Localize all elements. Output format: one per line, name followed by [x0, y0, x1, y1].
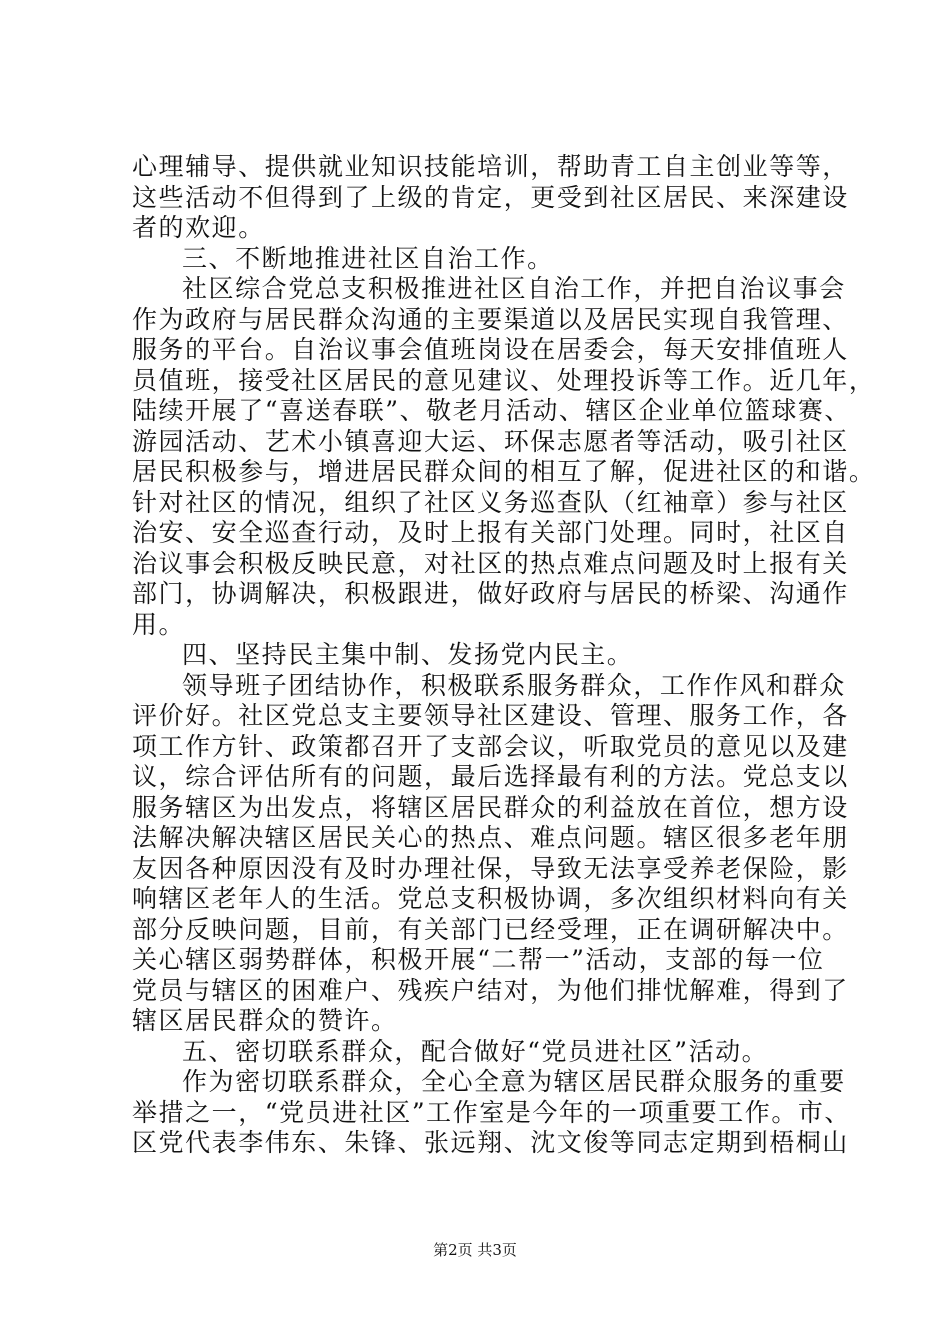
text-line: 社区综合党总支积极推进社区自治工作，并把自治议事会: [182, 274, 846, 303]
text-line: 党员与辖区的困难户、残疾户结对，为他们排忧解难，得到了: [132, 975, 849, 1005]
text-line: 治议事会积极反映民意，对社区的热点难点问题及时上报有关: [132, 548, 849, 578]
text-line: 这些活动不但得到了上级的肯定，更受到社区居民、来深建设: [132, 182, 849, 212]
text-line: 辖区居民群众的赞许。: [132, 1006, 398, 1035]
text-line: 区党代表李伟东、朱锋、张远翔、沈文俊等同志定期到梧桐山: [132, 1128, 849, 1157]
text-line: 四、坚持民主集中制、发扬党内民主。: [182, 640, 634, 669]
text-line: 针对社区的情况，组织了社区义务巡查队（红袖章）参与社区: [132, 487, 849, 517]
text-line: 部门，协调解决，积极跟进，做好政府与居民的桥梁、沟通作: [132, 579, 849, 608]
text-line: 员值班，接受社区居民的意见建议、处理投诉等工作。近几年，: [132, 365, 876, 395]
text-line: 评价好。社区党总支主要领导社区建设、管理、服务工作，各: [132, 701, 849, 730]
text-line: 关心辖区弱势群体，积极开展“二帮一”活动，支部的每一位: [132, 945, 825, 974]
document-body: [132, 152, 876, 1159]
text-line: 响辖区老年人的生活。党总支积极协调，多次组织材料向有关: [132, 884, 849, 913]
text-line: 友因各种原因没有及时办理社保，导致无法享受养老保险，影: [132, 853, 849, 883]
page-footer: 第2页 共3页: [433, 1241, 517, 1259]
text-line: 三、不断地推进社区自治工作。: [182, 243, 554, 273]
text-line: 居民积极参与，增进居民群众间的相互了解，促进社区的和谐。: [132, 457, 876, 486]
text-line: 服务辖区为出发点，将辖区居民群众的利益放在首位，想方设: [132, 792, 849, 822]
text-line: 举措之一，“党员进社区”工作室是今年的一项重要工作。市、: [132, 1097, 851, 1127]
text-line: 心理辅导、提供就业知识技能培训，帮助青工自主创业等等，: [132, 152, 849, 181]
text-line: 用。: [132, 609, 186, 639]
text-line: 项工作方针、政策都召开了支部会议，听取党员的意见以及建: [132, 731, 849, 761]
text-line: 服务的平台。自治议事会值班岗设在居委会，每天安排值班人: [132, 335, 849, 364]
text-line: 治安、安全巡查行动，及时上报有关部门处理。同时，社区自: [132, 518, 849, 547]
text-line: 议，综合评估所有的问题，最后选择最有利的方法。党总支以: [132, 762, 849, 791]
text-line: 陆续开展了“喜送春联”、敬老月活动、辖区企业单位篮球赛、: [132, 396, 851, 425]
text-line: 作为政府与居民群众沟通的主要渠道以及居民实现自我管理、: [132, 304, 849, 334]
text-line: 游园活动、艺术小镇喜迎大运、环保志愿者等活动，吸引社区: [132, 426, 849, 456]
text-line: 五、密切联系群众，配合做好“党员进社区”活动。: [182, 1036, 769, 1066]
text-line: 者的欢迎。: [132, 213, 265, 242]
text-line: 领导班子团结协作，积极联系服务群众，工作作风和群众: [182, 670, 846, 700]
text-line: 法解决解决辖区居民关心的热点、难点问题。辖区很多老年朋: [132, 823, 849, 852]
text-line: 部分反映问题，目前，有关部门已经受理，正在调研解决中。: [132, 914, 849, 944]
text-line: 作为密切联系群众，全心全意为辖区居民群众服务的重要: [182, 1067, 846, 1096]
